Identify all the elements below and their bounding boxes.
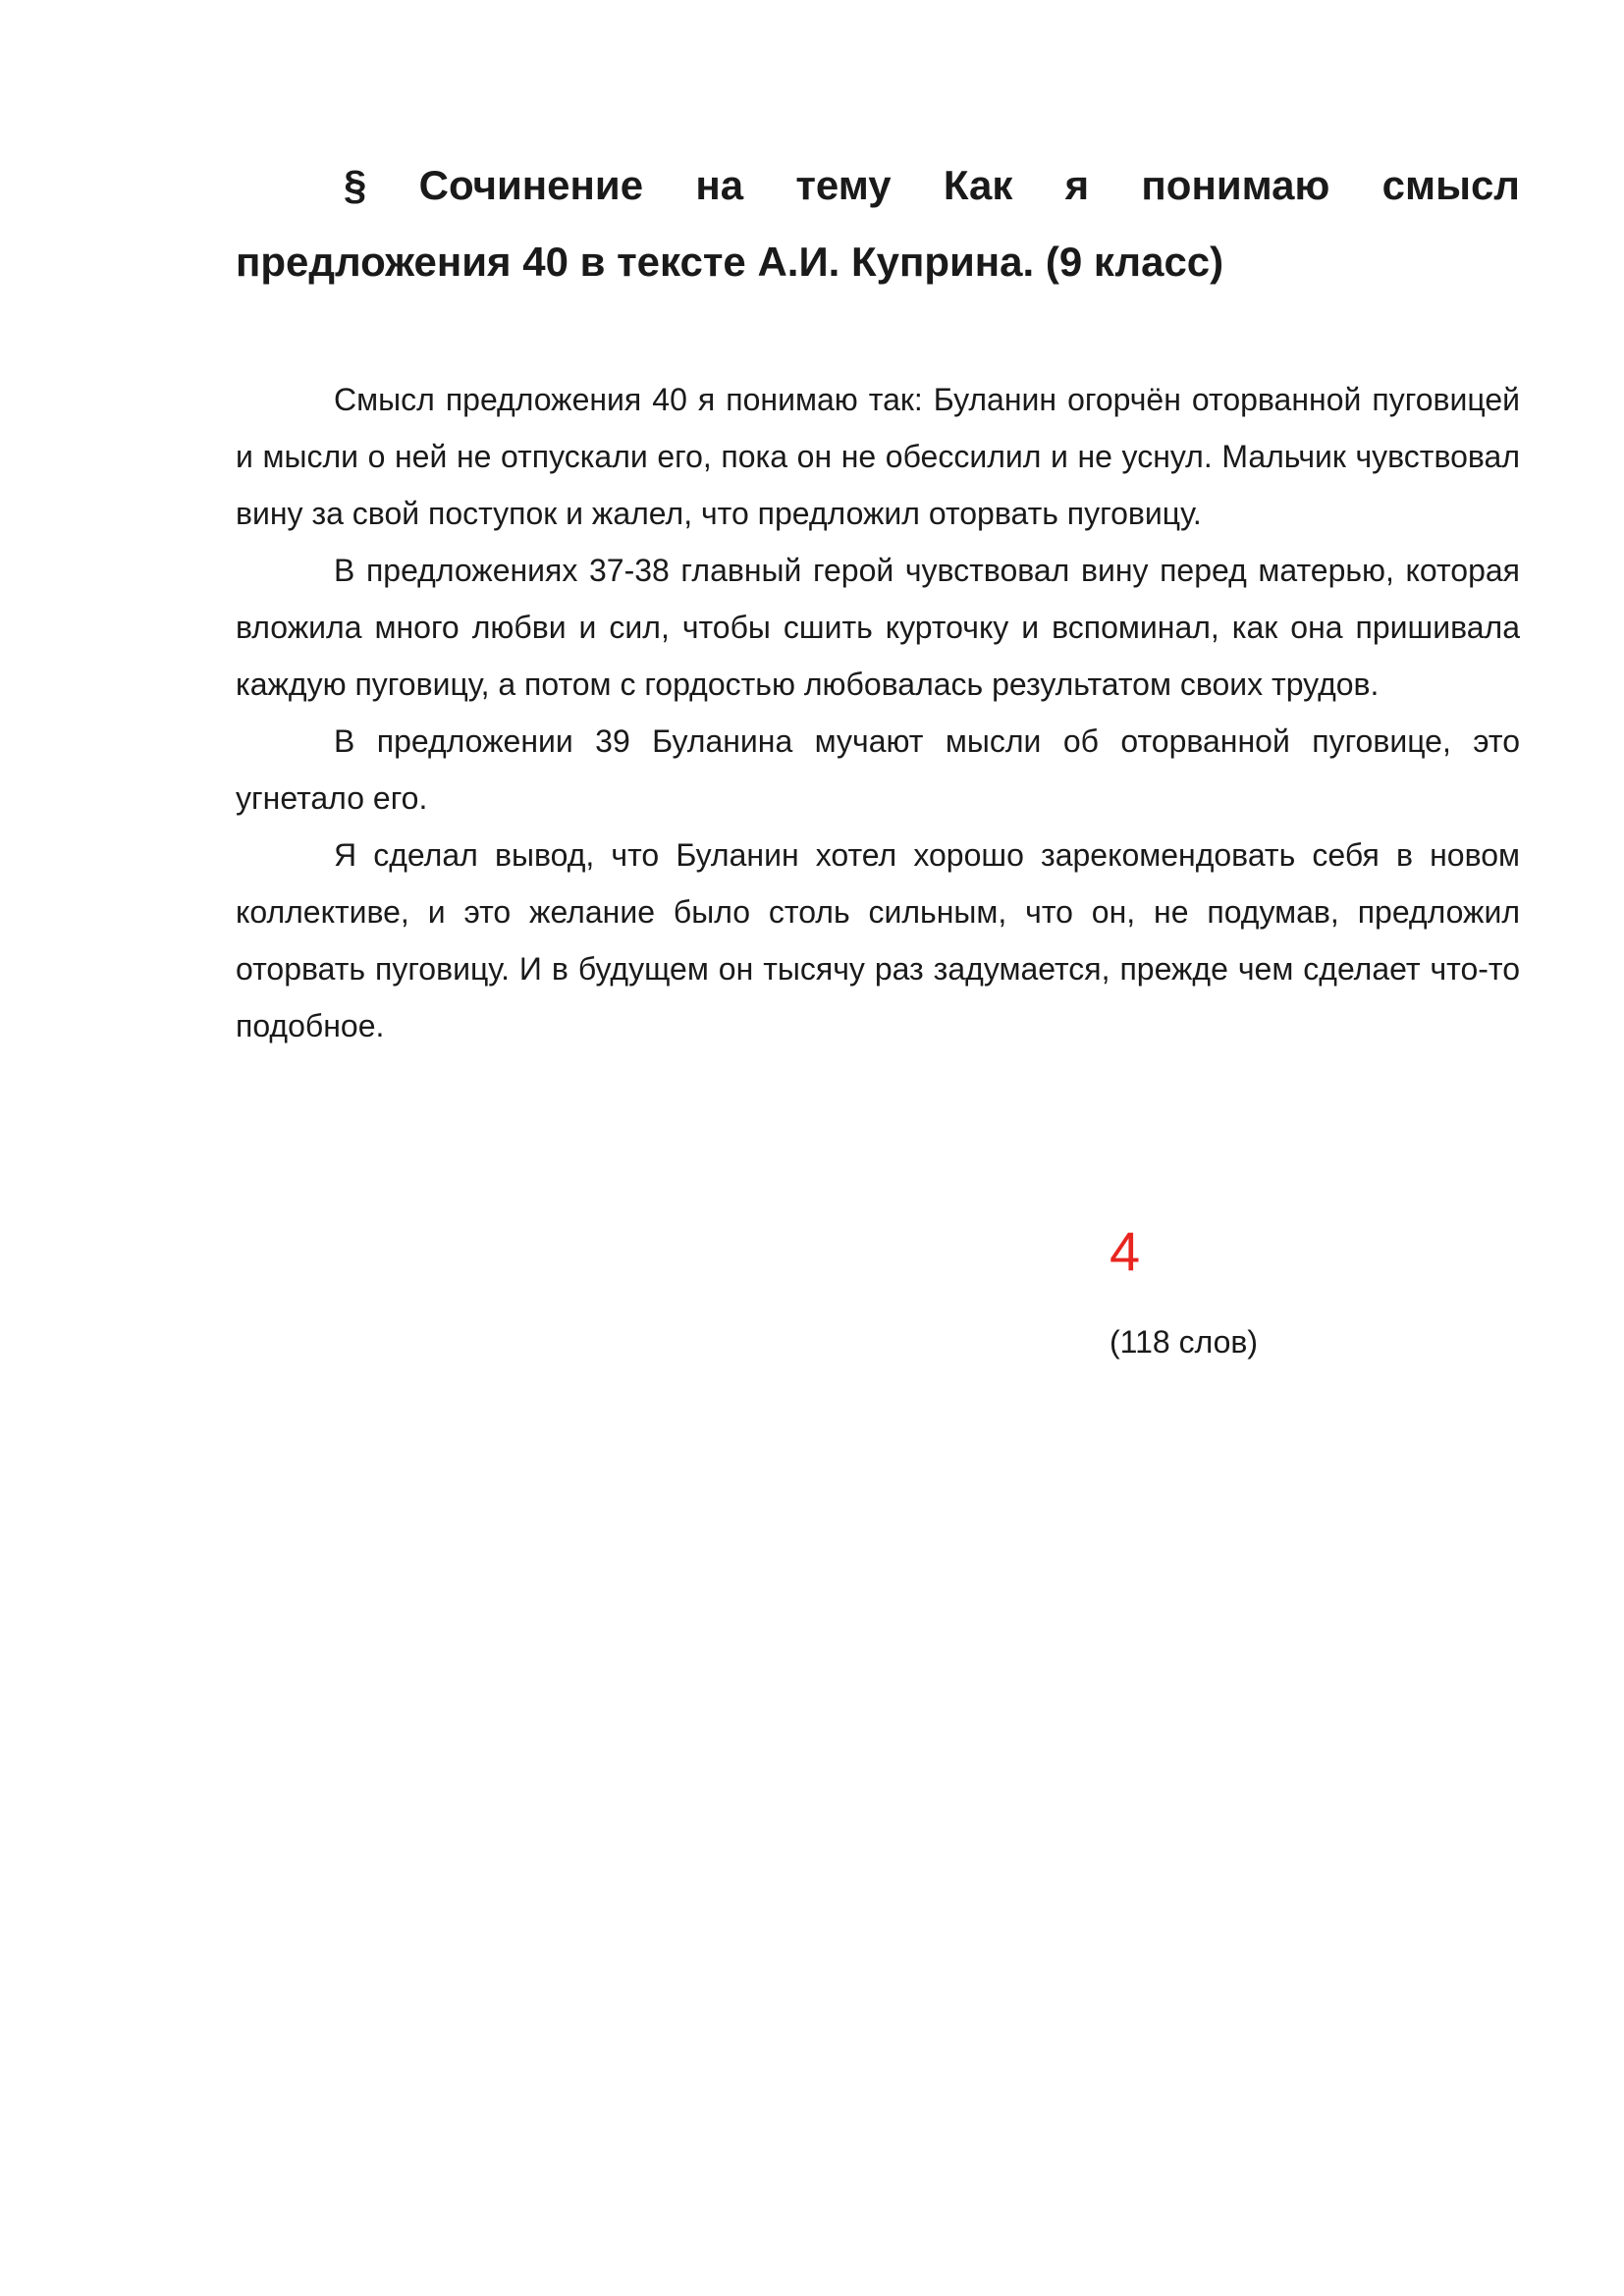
- paragraph-3: В предложении 39 Буланина мучают мысли об оторванной пуговице, это угнетало его.: [236, 723, 1520, 816]
- paragraph-4: Я сделал вывод, что Буланин хотел хорошо зарекомендовать себя в новом коллективе, и это желание было столь сильным, что он, не подумав, предложил оторвать пуговицу. И в будущем он тысячу раз задумается, прежде чем сделает что-то подобное.: [236, 837, 1520, 1043]
- essay-title: § Сочинение на тему Как я понимаю смысл предложения 40 в тексте А.И. Куприна. (9 класс): [236, 162, 1520, 285]
- grade-mark: 4: [1110, 1220, 1141, 1282]
- document-page: [236, 147, 1520, 1054]
- paragraph-1: Смысл предложения 40 я понимаю так: Буланин огорчён оторванной пуговицей и мысли о ней не отпускали его, пока он не обессилил и не уснул. Мальчик чувствовал вину за свой поступок и жалел, что предложил оторвать пуговицу.: [236, 382, 1520, 531]
- paragraph-2: В предложениях 37-38 главный герой чувствовал вину перед матерью, которая вложила много любви и сил, чтобы сшить курточку и вспоминал, как она пришивала каждую пуговицу, а потом с гордостью любовалась результатом своих трудов.: [236, 553, 1520, 702]
- word-count: (118 слов): [1110, 1324, 1259, 1360]
- essay-body: [236, 371, 1520, 1054]
